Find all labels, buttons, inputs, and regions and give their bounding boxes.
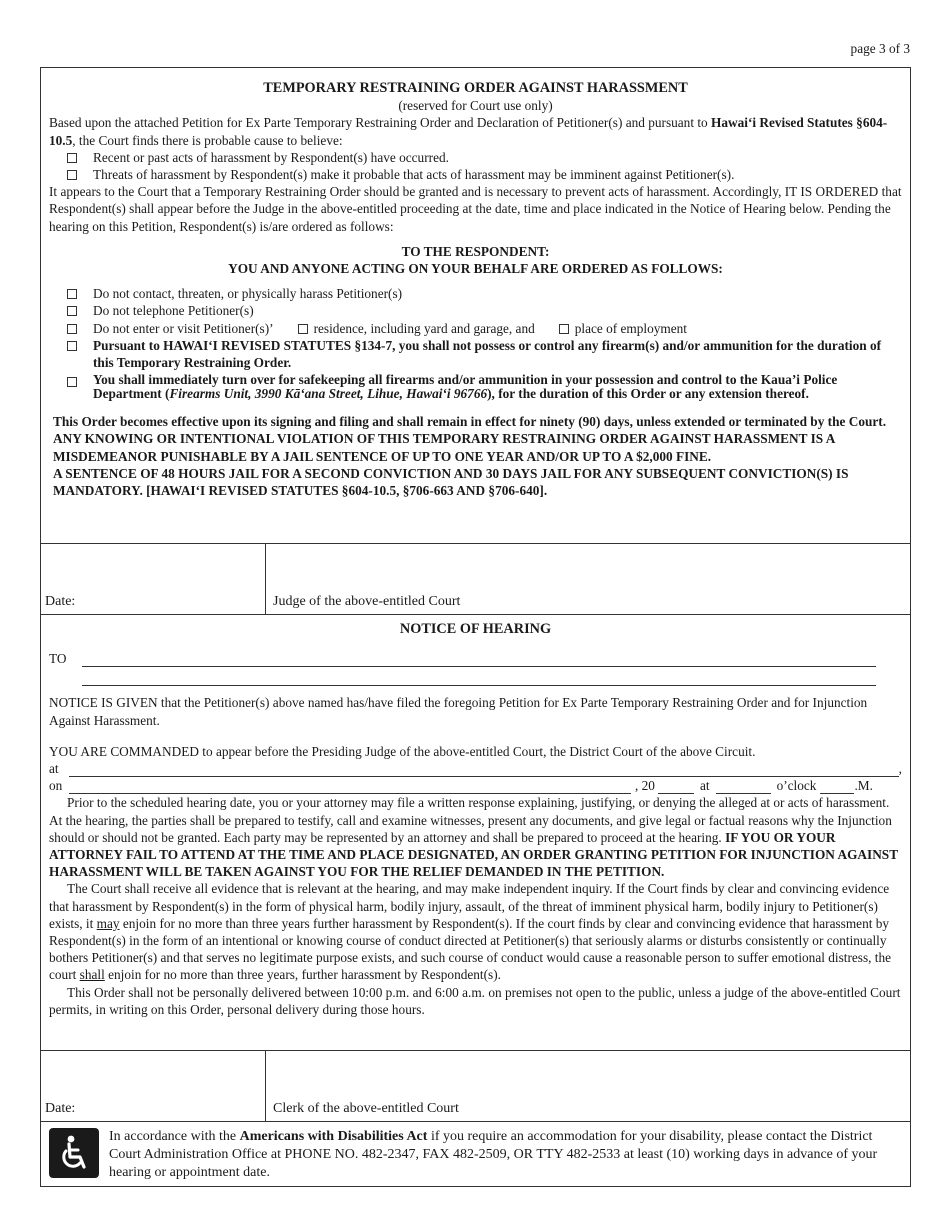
- delivery-paragraph: This Order shall not be personally delivered between 10:00 p.m. and 6:00 a.m. on premises not open to the public, unless a judge of the above-entitled Court permits, in writing on this Order, personal delivery during those hours.: [49, 984, 901, 1017]
- judge-signature-row: [41, 543, 910, 614]
- checkbox-turnover[interactable]: [67, 377, 77, 387]
- order-subtitle: (reserved for Court use only): [398, 98, 553, 114]
- clerk-date-field[interactable]: Date:: [41, 1051, 266, 1121]
- page-number: page 3 of 3: [850, 41, 910, 56]
- checkbox-no-telephone[interactable]: [67, 306, 77, 316]
- hearing-date-field[interactable]: [69, 780, 631, 794]
- order-section: [41, 68, 910, 543]
- hearing-year-field[interactable]: [658, 780, 694, 794]
- cause-recent: Recent or past acts of harassment by Respondent(s) have occurred.: [49, 149, 902, 166]
- to-line: TO: [49, 650, 902, 667]
- order-item-contact: Do not contact, threaten, or physically harass Petitioner(s): [49, 285, 902, 302]
- effective-text: This Order becomes effective upon its signing and filing and shall remain in effect for ninety (90) days, unless extended or terminated by the Court.: [53, 414, 887, 430]
- order-item-firearm: Pursuant to HAWAI‘I REVISED STATUTES §134-7, you shall not possess or control any firearm(s) and/or ammunition for the duration of this Temporary Restraining Order.: [49, 337, 902, 371]
- sentence-warning: A SENTENCE OF 48 HOURS JAIL FOR A SECOND CONVICTION AND 30 DAYS JAIL FOR ANY SUBSEQUENT CONVICTION(S) IS MANDATORY. [HAWAI‘I REVISED STATUTES §604-10.5, §706-663 AND §706-640].: [53, 465, 849, 499]
- form-frame: [40, 67, 911, 1187]
- to-field-line-2[interactable]: [82, 673, 876, 686]
- violation-warning: ANY KNOWING OR INTENTIONAL VIOLATION OF THIS TEMPORARY RESTRAINING ORDER AGAINST HARASSMENT IS A MISDEMEANOR PUNISHABLE BY A JAIL SENTENCE OF UP TO ONE YEAR AND/OR UP TO A $2,000 FINE.: [53, 431, 835, 464]
- order-item-enter: Do not enter or visit Petitioner(s)’ residence, including yard and garage, and place of employment: [49, 320, 902, 337]
- order-item-turnover: You shall immediately turn over for safekeeping all firearms and/or ammunition in your possession and control to the Kaua’i Police Department (Firearms Unit, 3990 Kā‘ana Street, Lihue, Hawai‘i 96766), for the duration of this Order or any extension thereof.: [49, 373, 902, 401]
- on-line: on , 20 at o’clock .M.: [49, 778, 873, 794]
- checkbox-employment[interactable]: [559, 324, 569, 334]
- checkbox-residence[interactable]: [298, 324, 308, 334]
- checkbox-recent-acts[interactable]: [67, 153, 77, 163]
- notice-given: NOTICE IS GIVEN that the Petitioner(s) above named has/have filed the foregoing Petition for Ex Parte Temporary Restraining Order and for Injunction Against Harassment.: [49, 695, 868, 728]
- hearing-time-field[interactable]: [716, 780, 771, 794]
- clerk-signature-field[interactable]: Clerk of the above-entitled Court: [273, 1101, 459, 1116]
- statute-ref: Hawai‘i Revised Statutes §604-10.5: [49, 115, 888, 148]
- hearing-location-field[interactable]: [69, 763, 899, 777]
- commanded-text: YOU ARE COMMANDED to appear before the Presiding Judge of the above-entitled Court, the District Court of the above Circuit.: [49, 743, 756, 759]
- at-line: at ,: [49, 761, 902, 777]
- order-appears: It appears to the Court that a Temporary Restraining Order should be granted and is necessary to prevent acts of harassment. Accordingly, IT IS ORDERED that Respondent(s) shall appear before the Judge in the above-entitled proceeding at the date, time and place indicated in the Notice of Hearing below. Pending the hearing on this Petition, Respondent(s) is/are ordered as follows:: [49, 184, 902, 234]
- meridiem-field[interactable]: [820, 780, 854, 794]
- checkbox-firearm[interactable]: [67, 341, 77, 351]
- checkbox-threats[interactable]: [67, 170, 77, 180]
- order-intro: Based upon the attached Petition for Ex Parte Temporary Restraining Order and Declaration of Petitioner(s) and pursuant to Hawai‘i Revised Statutes §604-10.5, the Court finds there is probable cause to believe:: [49, 115, 888, 148]
- wheelchair-accessibility-icon: [49, 1128, 99, 1178]
- cause-threats: Threats of harassment by Respondent(s) make it probable that acts of harassment may be imminent against Petitioner(s).: [49, 166, 902, 183]
- to-field[interactable]: [82, 654, 876, 667]
- checkbox-no-contact[interactable]: [67, 289, 77, 299]
- to-respondent-heading: TO THE RESPONDENT:: [401, 243, 550, 259]
- order-item-telephone: Do not telephone Petitioner(s): [49, 302, 902, 319]
- ordered-heading: YOU AND ANYONE ACTING ON YOUR BEHALF ARE ORDERED AS FOLLOWS:: [228, 261, 723, 277]
- checkbox-no-enter[interactable]: [67, 324, 77, 334]
- clerk-signature-row: [41, 1050, 910, 1121]
- evidence-paragraph: The Court shall receive all evidence that is relevant at the hearing, and may make independent inquiry. If the Court finds by clear and convincing evidence that harassment by Respondent(s) in the form of physical harm, bodily injury, assault, of the threat of imminent physical harm, bodily injury to Petitioner(s) exists, it may enjoin for no more than three years further harassment by Respondent(s). If the court finds by clear and convincing evidence that harassment by Respondent(s) in the form of an intentional or knowing course of conduct directed at Petitioner(s) that seriously alarms or disturbs consistently or continually bothers Petitioner(s) and that serves no legitimate purpose exists, and such course of conduct would cause a reasonable person to suffer emotional distress, the court shall enjoin for no more than three years, further harassment by Respondent(s).: [49, 881, 892, 983]
- notice-title: NOTICE OF HEARING: [399, 621, 552, 637]
- order-title: TEMPORARY RESTRAINING ORDER AGAINST HARASSMENT: [263, 80, 688, 96]
- judge-signature-field[interactable]: Judge of the above-entitled Court: [273, 594, 461, 609]
- ada-notice: [41, 1121, 910, 1187]
- ada-text: In accordance with the Americans with Disabilities Act if you require an accommodation for your disability, please contact the District Court Administration Office at PHONE NO. 482-2347, FAX 482-2509, OR TTY 482-2533 at least (10) working days in advance of your hearing or appointment date.: [109, 1129, 878, 1180]
- notice-section: [41, 614, 910, 1050]
- judge-date-field[interactable]: Date:: [41, 544, 266, 614]
- prior-paragraph: Prior to the scheduled hearing date, you or your attorney may file a written response explaining, justifying, or denying the alleged at or acts of harassment. At the hearing, the parties shall be prepared to testify, call and examine witnesses, present any documents, and give legal or factual reasons why the Injunction should or should not be granted. Each party may be represented by an attorney and shall be prepared to proceed at the hearing. IF YOU OR YOUR ATTORNEY FAIL TO ATTEND AT THE TIME AND PLACE DESIGNATED, AN ORDER GRANTING PETITION FOR INJUNCTION AGAINST HARASSMENT WILL BE TAKEN AGAINST YOU FOR THE RELIEF DEMANDED IN THE PETITION.: [49, 795, 898, 880]
